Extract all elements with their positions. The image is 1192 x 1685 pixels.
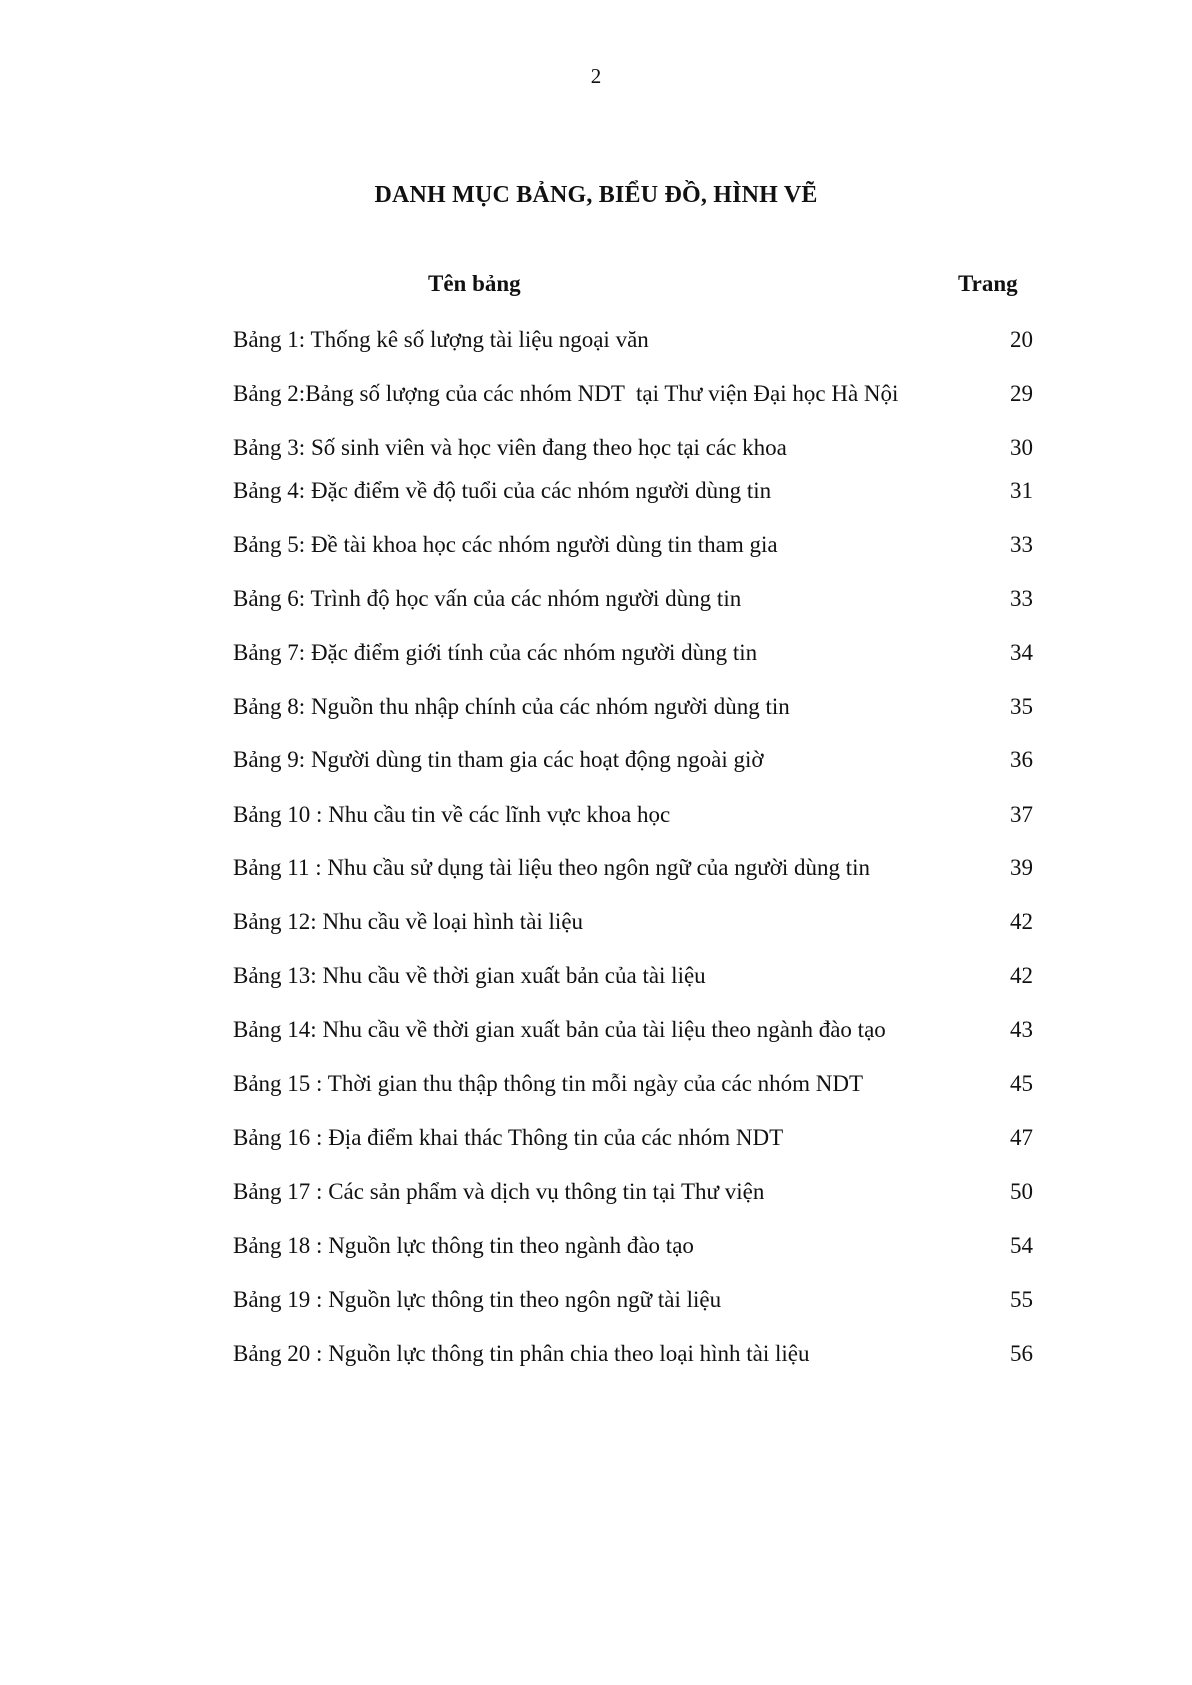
- entry-name: Bảng 9: Người dùng tin tham gia các hoạt động ngoài giờ: [233, 747, 764, 772]
- entry-name: Bảng 8: Nguồn thu nhập chính của các nhóm người dùng tin: [233, 694, 790, 719]
- entry-page: 35: [1010, 694, 1033, 719]
- list-item: [233, 1339, 1033, 1369]
- entry-page: 36: [1010, 747, 1033, 772]
- page-title: DANH MỤC BẢNG, BIỂU ĐỒ, HÌNH VẼ: [374, 182, 818, 208]
- entry-page: 30: [1010, 435, 1033, 460]
- list-item: [233, 1285, 1033, 1315]
- entry-name: Bảng 2:Bảng số lượng của các nhóm NDT tại Thư viện Đại học Hà Nội: [233, 381, 899, 406]
- column-header-page: Trang: [958, 271, 1018, 296]
- entry-name: Bảng 3: Số sinh viên và học viên đang theo học tại các khoa: [233, 435, 787, 460]
- entry-name: Bảng 11 : Nhu cầu sử dụng tài liệu theo ngôn ngữ của người dùng tin: [233, 855, 871, 880]
- list-item: [233, 584, 1033, 614]
- entry-name: Bảng 17 : Các sản phẩm và dịch vụ thông tin tại Thư viện: [233, 1179, 765, 1204]
- entry-page: 33: [1010, 532, 1033, 557]
- entry-page: 56: [1010, 1341, 1033, 1366]
- entry-page: 31: [1010, 478, 1033, 503]
- list-item: [233, 1069, 1033, 1099]
- list-item: [233, 476, 1033, 506]
- list-item: [233, 530, 1033, 560]
- entry-name: Bảng 18 : Nguồn lực thông tin theo ngành đào tạo: [233, 1233, 694, 1258]
- list-item: [233, 379, 1033, 409]
- entry-page: 29: [1010, 381, 1033, 406]
- entry-page: 50: [1010, 1179, 1033, 1204]
- entry-name: Bảng 14: Nhu cầu về thời gian xuất bản của tài liệu theo ngành đào tạo: [233, 1017, 886, 1042]
- entry-page: 42: [1010, 963, 1033, 988]
- entry-page: 55: [1010, 1287, 1033, 1312]
- column-header-table-name: Tên bảng: [428, 271, 521, 296]
- list-item: [233, 1123, 1033, 1153]
- entry-page: 34: [1010, 640, 1033, 665]
- list-item: [233, 1015, 1033, 1045]
- list-item: [233, 961, 1033, 991]
- entry-name: Bảng 5: Đề tài khoa học các nhóm người dùng tin tham gia: [233, 532, 778, 557]
- list-item: [233, 745, 1033, 775]
- entry-name: Bảng 6: Trình độ học vấn của các nhóm người dùng tin: [233, 586, 742, 611]
- entry-page: 45: [1010, 1071, 1033, 1096]
- entry-page: 47: [1010, 1125, 1033, 1150]
- entry-page: 42: [1010, 909, 1033, 934]
- entry-name: Bảng 16 : Địa điểm khai thác Thông tin của các nhóm NDT: [233, 1125, 784, 1150]
- entry-page: 43: [1010, 1017, 1033, 1042]
- entry-name: Bảng 15 : Thời gian thu thập thông tin mỗi ngày của các nhóm NDT: [233, 1071, 864, 1096]
- entry-page: 37: [1010, 802, 1033, 827]
- entry-name: Bảng 4: Đặc điểm về độ tuổi của các nhóm người dùng tin: [233, 478, 772, 503]
- entry-name: Bảng 7: Đặc điểm giới tính của các nhóm người dùng tin: [233, 640, 758, 665]
- entry-page: 39: [1010, 855, 1033, 880]
- list-item: [233, 853, 1033, 883]
- list-item: [233, 1231, 1033, 1261]
- entry-page: 20: [1010, 327, 1033, 352]
- entry-name: Bảng 19 : Nguồn lực thông tin theo ngôn ngữ tài liệu: [233, 1287, 722, 1312]
- list-item: [233, 692, 1033, 722]
- entry-name: Bảng 12: Nhu cầu về loại hình tài liệu: [233, 909, 584, 934]
- list-item: [233, 907, 1033, 937]
- entry-name: Bảng 13: Nhu cầu về thời gian xuất bản của tài liệu: [233, 963, 706, 988]
- entry-page: 33: [1010, 586, 1033, 611]
- page-number: 2: [590, 64, 602, 88]
- list-item: [233, 433, 1033, 463]
- list-item: [233, 638, 1033, 668]
- entry-name: Bảng 10 : Nhu cầu tin về các lĩnh vực khoa học: [233, 802, 671, 827]
- entry-name: Bảng 20 : Nguồn lực thông tin phân chia theo loại hình tài liệu: [233, 1341, 810, 1366]
- list-item: [233, 325, 1033, 355]
- list-item: [233, 800, 1033, 830]
- entry-name: Bảng 1: Thống kê số lượng tài liệu ngoại văn: [233, 327, 649, 352]
- entry-page: 54: [1010, 1233, 1033, 1258]
- list-item: [233, 1177, 1033, 1207]
